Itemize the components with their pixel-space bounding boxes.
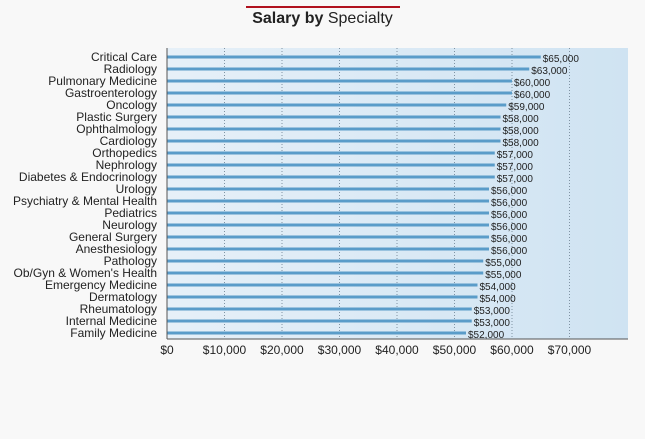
value-label: $58,000 [502,114,539,125]
value-label: $56,000 [491,246,528,257]
category-label: Urology [115,182,157,196]
bar [167,212,489,215]
value-label: $55,000 [485,258,522,269]
category-label: Internal Medicine [65,314,157,328]
bar [167,248,489,251]
category-label: Neurology [102,218,157,232]
value-label: $60,000 [514,90,551,101]
bar [167,164,495,167]
x-tick-label: $50,000 [432,343,477,357]
bar [167,80,512,83]
x-tick-label: $10,000 [202,343,247,357]
bar [167,188,489,191]
bar [167,116,501,119]
value-label: $56,000 [491,222,528,233]
x-tick-label: $30,000 [317,343,362,357]
category-label: Rheumatology [79,302,157,316]
category-label: Dermatology [88,290,157,304]
bar [167,68,529,71]
bar [167,320,472,323]
bar [167,296,478,299]
bar [167,272,483,275]
category-label: Pulmonary Medicine [48,74,157,88]
value-label: $56,000 [491,234,528,245]
value-label: $53,000 [473,306,510,317]
bar [167,236,489,239]
category-label: Pathology [103,254,157,268]
x-tick-label: $0 [160,343,174,357]
value-label: $58,000 [502,126,539,137]
x-tick-label: $60,000 [490,343,534,357]
bar [167,92,512,95]
category-label: Emergency Medicine [44,278,157,292]
x-tick-label: $40,000 [375,343,419,357]
category-label: Anesthesiology [75,242,157,256]
category-label: Plastic Surgery [76,110,157,124]
bar [167,140,501,143]
category-label: Gastroenterology [64,86,157,100]
bar [167,128,501,131]
category-label: Critical Care [90,50,157,64]
bar [167,176,495,179]
bar [167,260,483,263]
category-label: Psychiatry & Mental Health [12,194,157,208]
value-label: $63,000 [531,66,568,77]
category-label: Ophthalmology [76,122,157,136]
value-label: $52,000 [468,330,505,341]
bar [167,284,478,287]
category-label: Cardiology [99,134,157,148]
value-label: $58,000 [502,138,539,149]
category-label: Oncology [106,98,157,112]
title-rest: Specialty [327,10,393,27]
value-label: $53,000 [473,318,510,329]
value-label: $60,000 [514,78,551,89]
category-label: Nephrology [95,158,157,172]
x-tick-label: $20,000 [260,343,304,357]
bar [167,104,506,107]
bar [167,56,541,59]
value-label: $59,000 [508,102,545,113]
bar [167,332,466,335]
category-label: Radiology [103,62,157,76]
category-label: Ob/Gyn & Women's Health [13,266,157,280]
value-label: $54,000 [479,282,516,293]
value-label: $54,000 [479,294,516,305]
category-label: Pediatrics [104,206,157,220]
category-label: General Surgery [68,230,157,244]
value-label: $55,000 [485,270,522,281]
x-tick-label: $70,000 [547,343,592,357]
bar [167,200,489,203]
value-label: $65,000 [542,54,579,65]
category-label: Family Medicine [70,326,157,340]
value-label: $57,000 [496,162,533,173]
category-label: Diabetes & Endocrinology [18,170,157,184]
bar [167,224,489,227]
value-label: $56,000 [491,210,528,221]
bar [167,152,495,155]
value-label: $56,000 [491,198,528,209]
value-label: $57,000 [496,150,533,161]
value-label: $57,000 [496,174,533,185]
title-bold: Salary by [252,10,324,27]
bar [167,308,472,311]
value-label: $56,000 [491,186,528,197]
category-label: Orthopedics [92,146,157,160]
